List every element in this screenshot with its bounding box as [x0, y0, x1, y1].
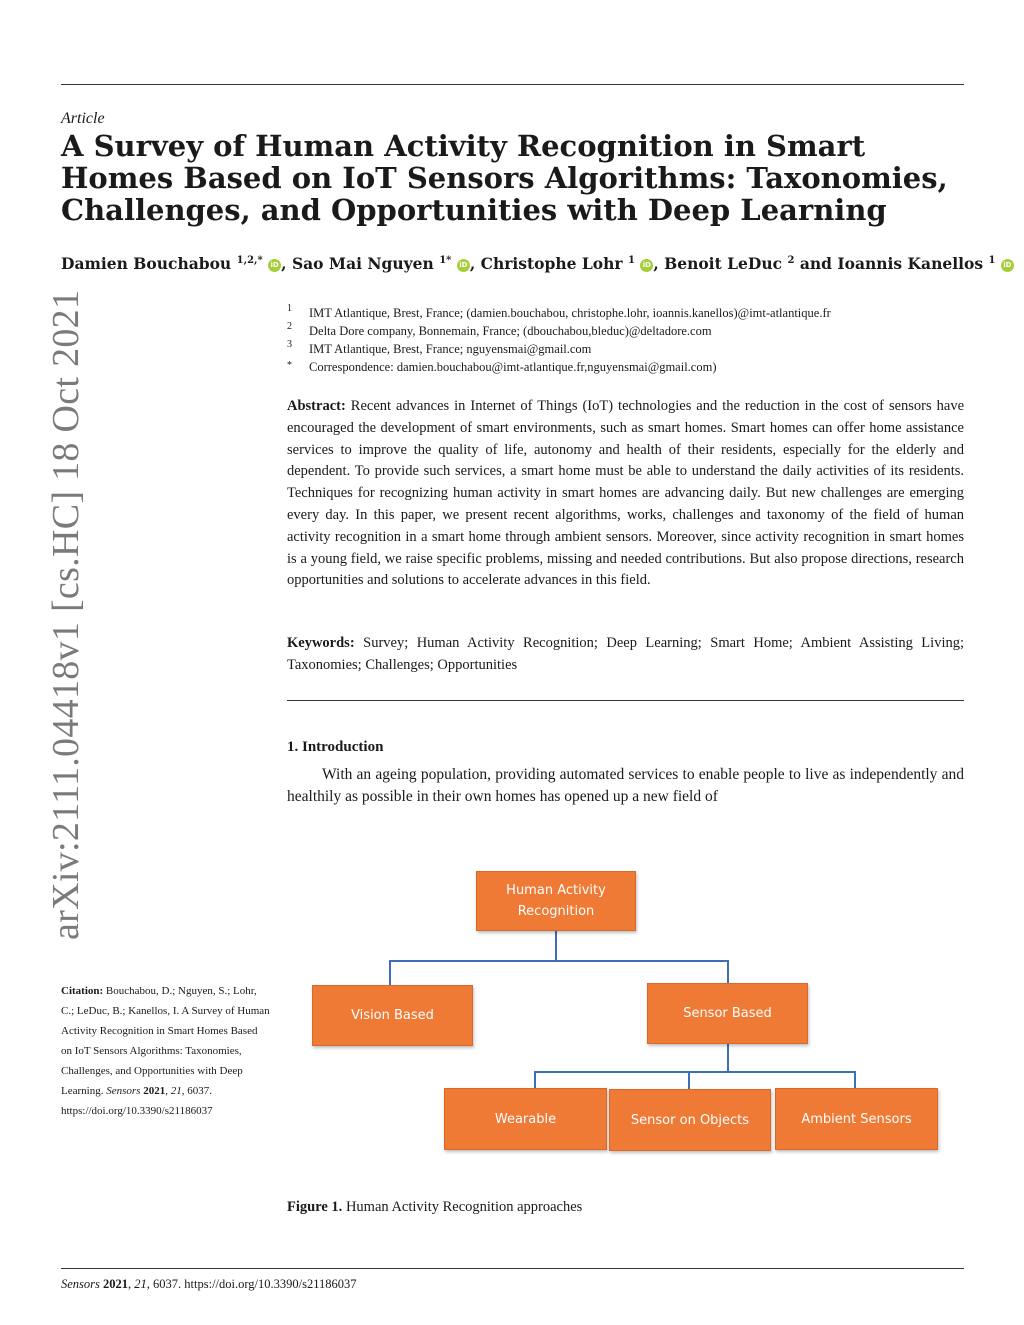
affiliation-text: IMT Atlantique, Brest, France; (damien.bouchabou, christophe.lohr, ioannis.kanellos)@imt-atlantique.fr — [309, 306, 831, 320]
author-separator: , — [653, 254, 665, 273]
top-rule — [61, 84, 964, 85]
footer-journal: Sensors — [61, 1277, 100, 1291]
diagram-node-root: Human Activity Recognition — [476, 871, 636, 931]
orcid-icon[interactable]: iD — [640, 259, 653, 272]
keywords — [287, 633, 964, 677]
affiliation-mark: * — [287, 360, 292, 371]
figure-caption-text: Human Activity Recognition approaches — [345, 1199, 583, 1215]
connector — [854, 1071, 856, 1088]
figure-caption — [287, 1199, 582, 1216]
author-list — [61, 254, 1014, 273]
diagram-node-wearable: Wearable — [444, 1088, 607, 1150]
diagram-node-vision-based: Vision Based — [312, 985, 473, 1046]
footer-year: 2021 — [103, 1277, 129, 1291]
citation-block: Citation: Bouchabou, D.; Nguyen, S.; Lohr, C.; LeDuc, B.; Kanellos, I. A Survey of Human Activity Recognition in Smart Homes Based on IoT Sensors Algorithms: Taxonomies, Challenges, and Opportunities with Deep Learning. Sensors 2021, 21, 6037. https://doi.org/10.3390/s21186037 — [61, 985, 270, 1117]
connector — [534, 1071, 536, 1088]
connector — [727, 960, 729, 983]
orcid-icon[interactable]: iD — [457, 259, 470, 272]
author-name: Sao Mai Nguyen — [291, 254, 434, 273]
arxiv-stamp: arXiv:2111.04418v1 [cs.HC] 18 Oct 2021 — [45, 289, 87, 940]
author-affiliation-mark: 1,2,* — [236, 254, 263, 266]
affiliation-mark: 1 — [287, 303, 292, 314]
author-affiliation-mark: 1* — [439, 254, 452, 266]
author-affiliation-mark: 1 — [988, 254, 996, 266]
abstract-label: Abstract: — [287, 398, 346, 414]
citation-year: 2021 — [143, 1085, 166, 1097]
footer-rule — [61, 1268, 964, 1269]
orcid-icon[interactable]: iD — [268, 259, 281, 272]
diagram-node-sensor-on-objects: Sensor on Objects — [609, 1089, 771, 1151]
author-conjunction: and — [794, 254, 838, 273]
connector — [688, 1071, 690, 1089]
affiliation-text: Correspondence: damien.bouchabou@imt-atlantique.fr,nguyensmai@gmail.com) — [309, 360, 717, 374]
connector — [555, 931, 557, 961]
citation-pages: 6037. — [187, 1085, 212, 1097]
intro-paragraph: With an ageing population, providing automated services to enable people to live as independently and healthily as possible in their own homes has opened up a new field of — [287, 766, 964, 805]
footer-volume: 21 — [134, 1277, 147, 1291]
author-name: Christophe Lohr — [480, 254, 623, 273]
citation-label: Citation: — [61, 985, 104, 997]
affiliation-mark: 3 — [287, 339, 292, 350]
connector — [727, 1042, 729, 1072]
connector — [389, 960, 391, 985]
article-type: Article — [61, 110, 105, 127]
affiliation-mark: 2 — [287, 321, 292, 332]
citation-journal: Sensors — [106, 1085, 141, 1097]
section-heading: 1. Introduction — [287, 739, 384, 755]
author-separator: , — [281, 254, 292, 273]
page-footer: Sensors 2021, 21, 6037. https://doi.org/10.3390/s21186037 — [61, 1277, 357, 1291]
diagram-node-ambient-sensors: Ambient Sensors — [775, 1088, 938, 1150]
keywords-text: Survey; Human Activity Recognition; Deep Learning; Smart Home; Ambient Assisting Living; Taxonomies; Challenges; Opportunities — [287, 635, 965, 673]
keywords-label: Keywords: — [287, 635, 355, 651]
paper-title: A Survey of Human Activity Recognition in Smart Homes Based on IoT Sensors Algorithms: Taxonomies, Challenges, and Opportunities with Deep Learning — [61, 129, 948, 227]
author-name: Damien Bouchabou — [61, 254, 232, 273]
author-affiliation-mark: 2 — [787, 254, 795, 266]
author-separator: , — [469, 254, 481, 273]
abstract-text: Recent advances in Internet of Things (IoT) technologies and the reduction in the cost of sensors have encouraged the development of smart environments, such as smart homes. Smart homes can offer home assistance services to improve the quality of life, autonomy and health of their residents, especially for the elderly and dependent. To provide such services, a smart home must be able to understand the daily activities of its residents. Techniques for recognizing human activity in smart homes are advancing daily. But new challenges are emerging every day. In this paper, we present recent algorithms, works, challenges and taxonomy of the field of human activity recognition in a smart home through ambient sensors. Moreover, since activity recognition in smart homes is a young field, we raise specific problems, missing and needed contributions. But also propose directions, research opportunities and solutions to accelerate advances in this field. — [287, 398, 965, 589]
orcid-icon[interactable]: iD — [1001, 259, 1014, 272]
citation-volume: 21 — [170, 1085, 182, 1097]
footer-doi[interactable]: 6037. https://doi.org/10.3390/s21186037 — [153, 1277, 357, 1291]
abstract — [287, 396, 964, 592]
citation-text: Bouchabou, D.; Nguyen, S.; Lohr, C.; LeDuc, B.; Kanellos, I. A Survey of Human Activity Recognition in Smart Homes Based on IoT Sensors Algorithms: Taxonomies, Challenges, and Opportunities with Deep Learning. — [61, 985, 270, 1097]
author-name: Ioannis Kanellos — [837, 254, 984, 273]
citation-doi-link[interactable]: https://doi.org/10.3390/s21186037 — [61, 1105, 213, 1117]
connector — [389, 960, 729, 962]
affiliation-text: IMT Atlantique, Brest, France; nguyensmai@gmail.com — [309, 342, 592, 356]
figure-label: Figure 1. — [287, 1199, 343, 1215]
author-name: Benoit LeDuc — [664, 254, 783, 273]
author-affiliation-mark: 1 — [627, 254, 635, 266]
diagram-node-sensor-based: Sensor Based — [647, 983, 808, 1044]
affiliation-text: Delta Dore company, Bonnemain, France; (dbouchabou,bleduc)@deltadore.com — [309, 324, 712, 338]
keywords-rule — [287, 700, 964, 701]
connector — [534, 1071, 856, 1073]
